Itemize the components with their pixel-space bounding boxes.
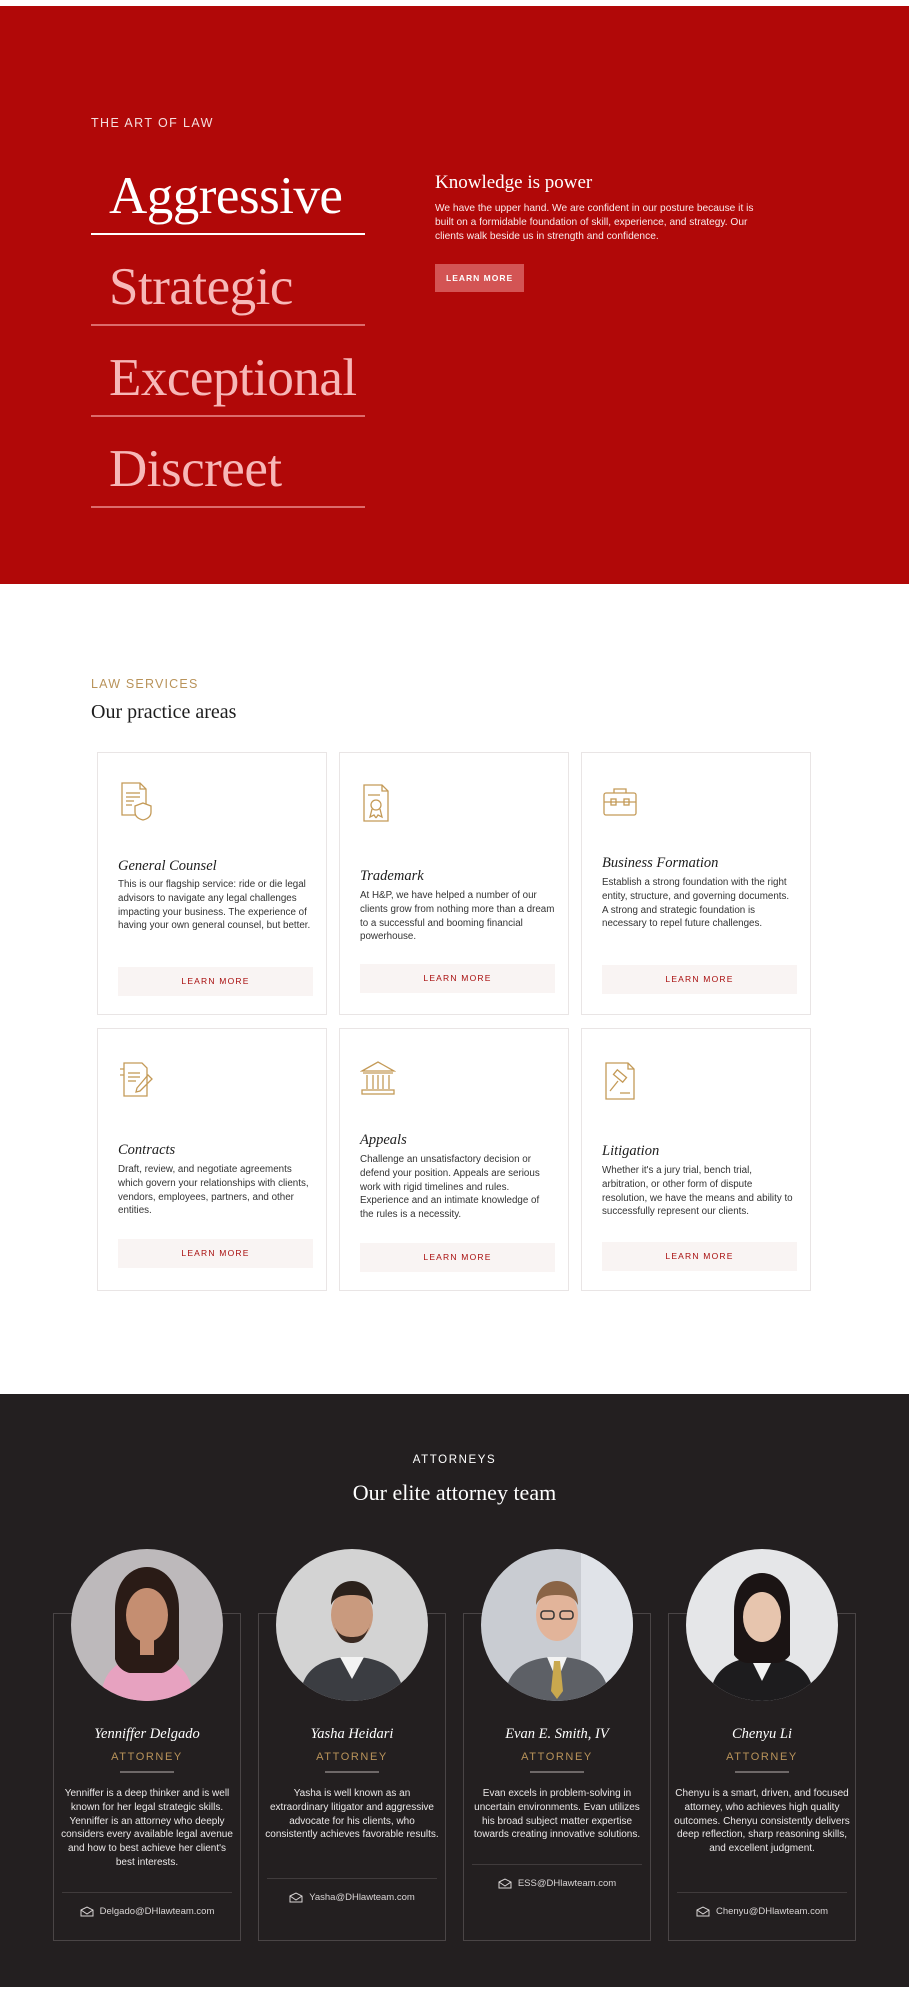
- attorney-photo-delgado: [71, 1549, 223, 1701]
- hero-word-strategic[interactable]: Strategic: [91, 235, 365, 326]
- attorney-email-link[interactable]: ESS@DHlawteam.com: [463, 1878, 651, 1889]
- card-divider: [62, 1892, 232, 1893]
- document-shield-icon: [118, 781, 154, 821]
- hero-word-discreet[interactable]: Discreet: [91, 417, 365, 508]
- briefcase-icon: [602, 783, 638, 823]
- service-card-business-formation: [581, 752, 811, 1015]
- attorney-role: ATTORNEY: [111, 1751, 183, 1763]
- service-title: Business Formation: [602, 855, 719, 871]
- envelope-icon: [696, 1906, 710, 1917]
- hero-section: [0, 6, 909, 584]
- services-eyebrow: LAW SERVICES: [91, 677, 199, 691]
- service-card-litigation: [581, 1028, 811, 1291]
- attorney-name: Chenyu Li: [731, 1726, 792, 1742]
- hero-content: [435, 172, 765, 292]
- learn-more-button[interactable]: LEARN MORE: [360, 1243, 555, 1272]
- attorney-divider: [530, 1771, 584, 1773]
- attorney-name: Yasha Heidari: [310, 1726, 394, 1742]
- attorney-photo-smith: [481, 1549, 633, 1701]
- attorney-email-link[interactable]: Chenyu@DHlawteam.com: [668, 1906, 856, 1917]
- certificate-icon: [360, 783, 396, 823]
- courthouse-icon: [360, 1059, 396, 1099]
- hero-word-exceptional[interactable]: Exceptional: [91, 326, 365, 417]
- service-text: This is our flagship service: ride or die legal advisors to navigate any legal challenges impacting your business. The experience of having your own general counsel, but better.: [118, 879, 311, 932]
- service-title: Contracts: [118, 1142, 176, 1158]
- attorney-photo-heidari: [276, 1549, 428, 1701]
- hero-eyebrow: THE ART OF LAW: [91, 116, 214, 130]
- service-title: General Counsel: [118, 858, 217, 874]
- attorney-bio: Evan excels in problem-solving in uncertain environments. Evan utilizes his broad subject matter expertise towards creating innovative solutions.: [473, 1788, 641, 1841]
- service-text: Challenge an unsatisfactory decision or defend your position. Appeals are serious work with rigid timelines and rules. Experience and an intimate knowledge of the rules is a necessity.: [360, 1154, 540, 1221]
- service-text: At H&P, we have helped a number of our clients grow from nothing more than a dream to a successful and booming financial powerhouse.: [360, 890, 555, 943]
- service-card-contracts: [97, 1028, 327, 1291]
- service-text: Establish a strong foundation with the right entity, structure, and governing documents. A strong and strategic foundation is necessary to repel future challenges.: [602, 877, 790, 930]
- envelope-icon: [80, 1906, 94, 1917]
- services-title: Our practice areas: [91, 701, 237, 723]
- attorney-role: ATTORNEY: [521, 1751, 593, 1763]
- service-title: Trademark: [360, 868, 424, 884]
- card-divider: [472, 1864, 642, 1865]
- hero-text: We have the upper hand. We are confident in our posture because it is built on a formidable foundation of skill, experience, and strategy. Our clients walk beside us in strength and confidence.: [435, 203, 754, 242]
- attorney-role: ATTORNEY: [316, 1751, 388, 1763]
- service-text: Whether it's a jury trial, bench trial, arbitration, or other form of dispute resolution, we have the means and ability to successfully represent our clients.: [602, 1165, 793, 1218]
- attorneys-title: Our elite attorney team: [352, 1480, 557, 1505]
- card-divider: [267, 1878, 437, 1879]
- attorney-photo-li: [686, 1549, 838, 1701]
- attorneys-eyebrow: ATTORNEYS: [412, 1454, 497, 1466]
- contract-pen-icon: [118, 1061, 154, 1101]
- hero-word-list: [91, 144, 365, 508]
- attorney-bio: Yenniffer is a deep thinker and is well known for her legal strategic skills. Yenniffer is an attorney who deeply considers every available legal avenue and how to best achieve her client's best interests.: [61, 1788, 233, 1868]
- attorney-bio: Yasha is well known as an extraordinary litigator and aggressive advocate for his clients, who consistently achieves favorable results.: [265, 1788, 439, 1841]
- service-card-general-counsel: [97, 752, 327, 1015]
- service-text: Draft, review, and negotiate agreements which govern your relationships with clients, vendors, employees, partners, and other entities.: [118, 1164, 309, 1217]
- hero-word-aggressive[interactable]: Aggressive: [91, 144, 365, 235]
- learn-more-button[interactable]: LEARN MORE: [602, 965, 797, 994]
- attorney-email-link[interactable]: Delgado@DHlawteam.com: [53, 1906, 241, 1917]
- learn-more-button[interactable]: LEARN MORE: [118, 1239, 313, 1268]
- attorney-name: Evan E. Smith, IV: [505, 1726, 609, 1742]
- service-title: Appeals: [360, 1132, 407, 1148]
- envelope-icon: [289, 1892, 303, 1903]
- service-card-appeals: [339, 1028, 569, 1291]
- attorney-divider: [325, 1771, 379, 1773]
- service-card-trademark: [339, 752, 569, 1015]
- hero-heading: Knowledge is power: [435, 172, 593, 193]
- service-title: Litigation: [602, 1143, 660, 1159]
- attorney-role: ATTORNEY: [726, 1751, 798, 1763]
- attorney-divider: [120, 1771, 174, 1773]
- attorney-bio: Chenyu is a smart, driven, and focused attorney, who achieves high quality outcomes. Chenyu consistently delivers deep reflection, sharp reasoning skills, and excellent judgment.: [674, 1788, 850, 1855]
- attorney-name: Yenniffer Delgado: [94, 1726, 200, 1742]
- attorney-divider: [735, 1771, 789, 1773]
- gavel-document-icon: [602, 1061, 638, 1101]
- learn-more-button[interactable]: LEARN MORE: [360, 964, 555, 993]
- learn-more-button[interactable]: LEARN MORE: [118, 967, 313, 996]
- card-divider: [677, 1892, 847, 1893]
- hero-learn-more-button[interactable]: LEARN MORE: [435, 264, 524, 292]
- envelope-icon: [498, 1878, 512, 1889]
- learn-more-button[interactable]: LEARN MORE: [602, 1242, 797, 1271]
- attorney-email-link[interactable]: Yasha@DHlawteam.com: [258, 1892, 446, 1903]
